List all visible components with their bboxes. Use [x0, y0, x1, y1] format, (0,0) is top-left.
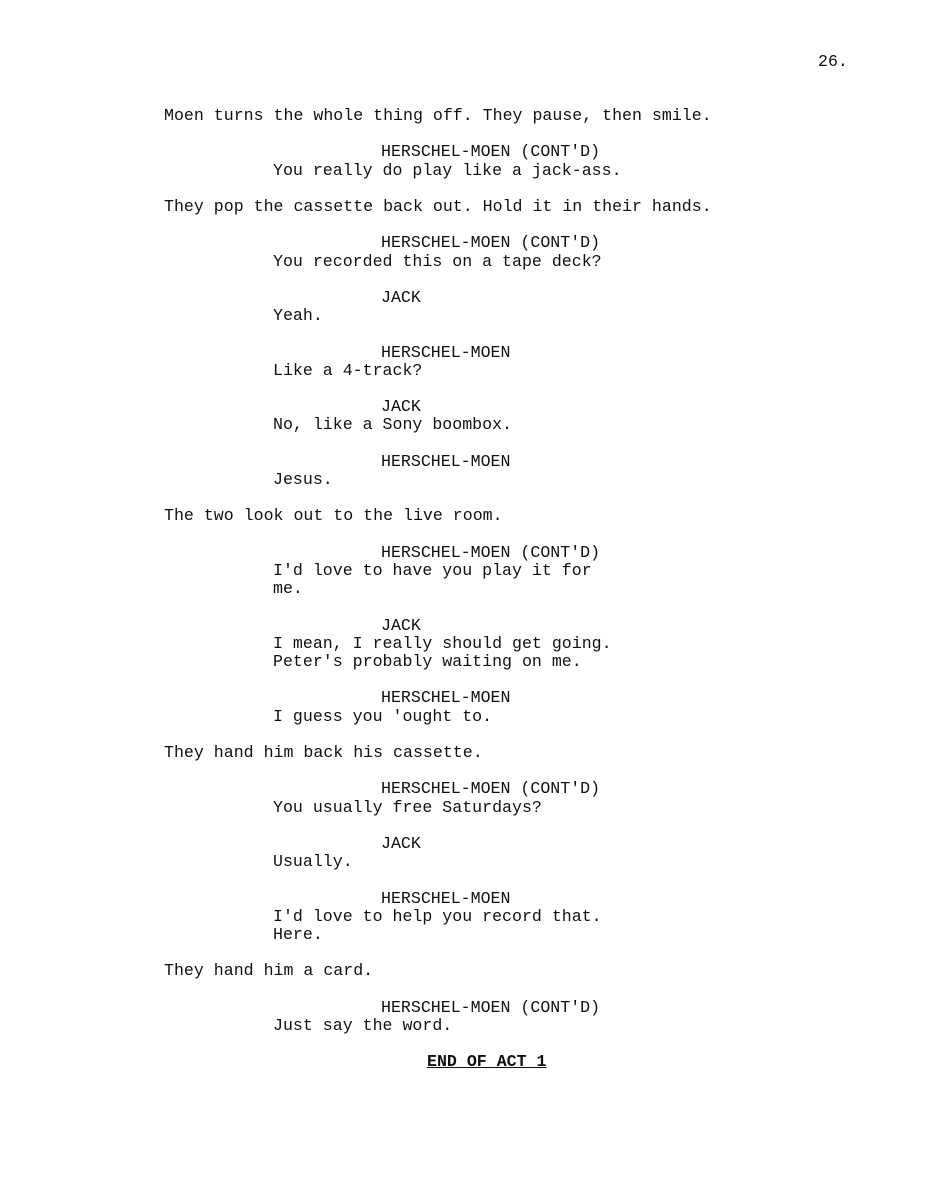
page-number: 26.: [818, 52, 848, 71]
character-cue: HERSCHEL-MOEN (CONT'D): [381, 997, 601, 1017]
character-cue: HERSCHEL-MOEN: [381, 342, 511, 362]
character-cue: JACK: [381, 287, 421, 307]
dialogue-line: Usually.: [273, 852, 353, 872]
dialogue-line: Yeah.: [273, 306, 323, 326]
character-cue: JACK: [381, 397, 421, 417]
dialogue-line: Just say the word.: [273, 1015, 453, 1035]
character-cue: HERSCHEL-MOEN: [381, 451, 511, 471]
dialogue-line: Like a 4-track?: [273, 360, 423, 380]
character-cue: JACK: [381, 615, 421, 635]
character-cue: HERSCHEL-MOEN (CONT'D): [381, 142, 601, 162]
character-cue: HERSCHEL-MOEN: [381, 888, 511, 908]
dialogue-line: No, like a Sony boombox.: [273, 415, 512, 435]
dialogue-line: I'd love to help you record that. Here.: [273, 906, 602, 944]
character-cue: JACK: [381, 833, 421, 853]
dialogue-line: You usually free Saturdays?: [273, 797, 542, 817]
action-line: They hand him a card.: [164, 961, 374, 981]
transition-line: END OF ACT 1: [427, 1052, 547, 1072]
dialogue-line: Jesus.: [273, 469, 333, 489]
character-cue: HERSCHEL-MOEN (CONT'D): [381, 542, 601, 562]
character-cue: HERSCHEL-MOEN (CONT'D): [381, 779, 601, 799]
action-line: Moen turns the whole thing off. They pause, then smile.: [164, 106, 712, 125]
dialogue-line: I guess you 'ought to.: [273, 706, 493, 726]
dialogue-line: I mean, I really should get going. Peter's probably waiting on me.: [273, 633, 612, 671]
action-line: They hand him back his cassette.: [164, 742, 483, 762]
script-body: [0, 107, 927, 1071]
action-line: They pop the cassette back out. Hold it in their hands.: [164, 196, 712, 216]
dialogue-line: You recorded this on a tape deck?: [273, 251, 602, 271]
dialogue-line: I'd love to have you play it for me.: [273, 560, 592, 599]
dialogue-line: You really do play like a jack-ass.: [273, 160, 622, 180]
character-cue: HERSCHEL-MOEN: [381, 688, 511, 708]
action-line: The two look out to the live room.: [164, 506, 503, 526]
character-cue: HERSCHEL-MOEN (CONT'D): [381, 233, 601, 253]
